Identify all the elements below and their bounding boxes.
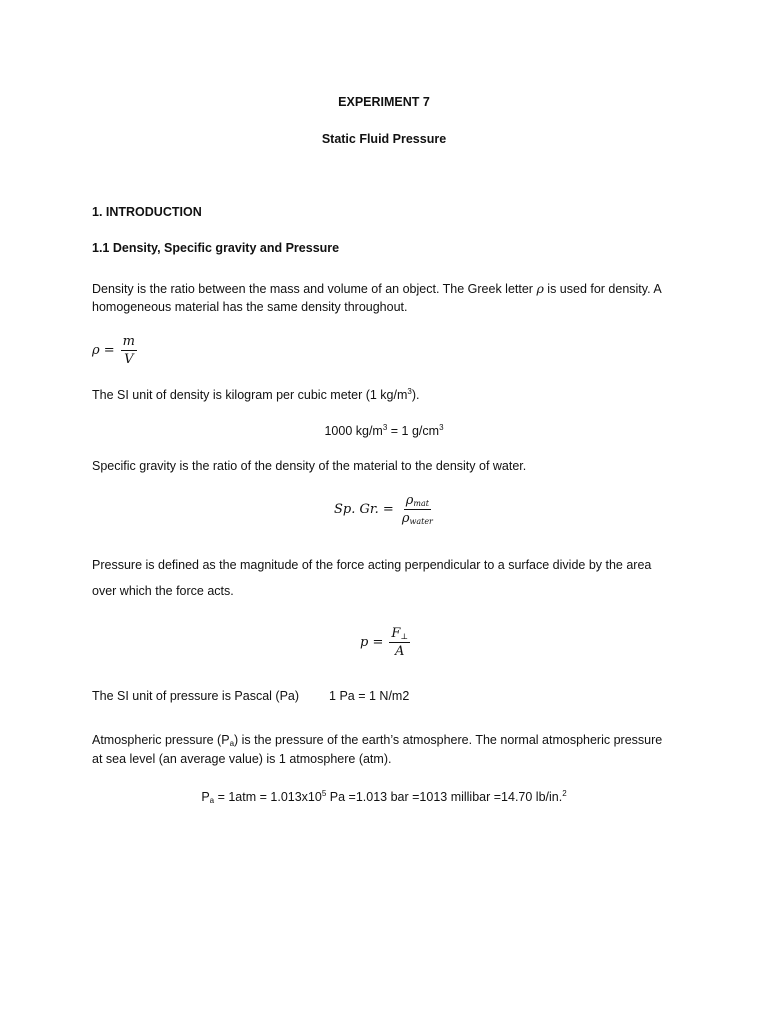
density-numerator: m [122, 334, 135, 349]
conversion-sup2: 3 [439, 423, 444, 432]
section-heading: 1. INTRODUCTION [92, 205, 202, 219]
pressure-paragraph-line1: Pressure is defined as the magnitude of the force acting perpendicular to a surface divide by the area [92, 558, 652, 572]
page-title: Static Fluid Pressure [321, 132, 447, 146]
atmospheric-paragraph-line2: at sea level (an average value) is 1 atmosphere (atm). [92, 752, 392, 766]
pressure-denominator: A [394, 644, 405, 659]
sg-numerator [404, 493, 431, 510]
density-si-text: The SI unit of density is kilogram per cubic meter (1 kg/m [92, 388, 408, 402]
atmospheric-equation [0, 789, 768, 805]
rho-symbol: ρ [536, 281, 544, 296]
density-text-b: is used for density. A [543, 282, 662, 296]
atmospheric-paragraph-line1 [92, 733, 662, 748]
pressure-paragraph-line2: over which the force acts. [92, 584, 234, 598]
sg-den-sub: water [409, 517, 433, 526]
sg-denominator [400, 510, 435, 526]
specific-gravity-paragraph: Specific gravity is the ratio of the density of the material to the density of water. [92, 459, 527, 473]
pressure-equation [360, 626, 410, 659]
density-si-unit [92, 387, 420, 402]
density-conversion [0, 423, 768, 438]
sg-num-rho: ρ [405, 493, 414, 508]
density-paragraph-line2: homogeneous material has the same density throughout. [92, 300, 408, 314]
pressure-numerator [389, 626, 410, 643]
density-paragraph-line1 [92, 281, 662, 296]
pressure-fraction [389, 626, 410, 659]
sg-num-sub: mat [413, 499, 429, 508]
density-eq-lhs: ρ = [92, 343, 115, 358]
subsection-heading: 1.1 Density, Specific gravity and Pressure [92, 241, 340, 255]
specific-gravity-equation [334, 493, 435, 526]
pressure-eq-lhs: p = [360, 635, 384, 650]
density-si-sup: 3 [407, 387, 412, 396]
sg-fraction [400, 493, 435, 526]
pressure-si-unit [92, 689, 409, 703]
conversion-sup1: 3 [382, 423, 388, 432]
conversion-text-b: = 1 g/cm [387, 424, 440, 438]
atm-text-a: Atmospheric pressure (P [92, 733, 230, 747]
atm-text-sub: a [229, 739, 235, 748]
density-denominator: V [124, 352, 134, 367]
sg-den-rho: ρ [401, 511, 410, 526]
atm-eq-sub: a [209, 796, 215, 805]
atm-eq-b: = 1atm = 1.013x10 [214, 790, 322, 804]
atm-eq-sup2: 2 [562, 789, 567, 798]
density-equation [92, 334, 137, 367]
force-symbol: F [391, 626, 401, 641]
atm-text-b: ) is the pressure of the earth’s atmosphere. The normal atmospheric pressure [234, 733, 663, 747]
density-si-end: ). [411, 388, 420, 402]
conversion-text-a: 1000 kg/m [324, 424, 383, 438]
pascal-relation: 1 Pa = 1 N/m2 [329, 689, 410, 703]
atm-eq-c: Pa =1.013 bar =1013 millibar =14.70 lb/in. [326, 790, 563, 804]
atm-eq-sup1: 5 [321, 789, 327, 798]
perpendicular-sub: ⊥ [400, 632, 408, 641]
density-fraction [121, 334, 137, 367]
atm-eq-p: P [201, 790, 210, 804]
experiment-number: EXPERIMENT 7 [338, 95, 430, 109]
sg-eq-lhs: Sp. Gr. = [334, 502, 394, 517]
density-text-a: Density is the ratio between the mass and volume of an object. The Greek letter [92, 282, 537, 296]
pressure-si-text: The SI unit of pressure is Pascal (Pa) [92, 689, 300, 703]
